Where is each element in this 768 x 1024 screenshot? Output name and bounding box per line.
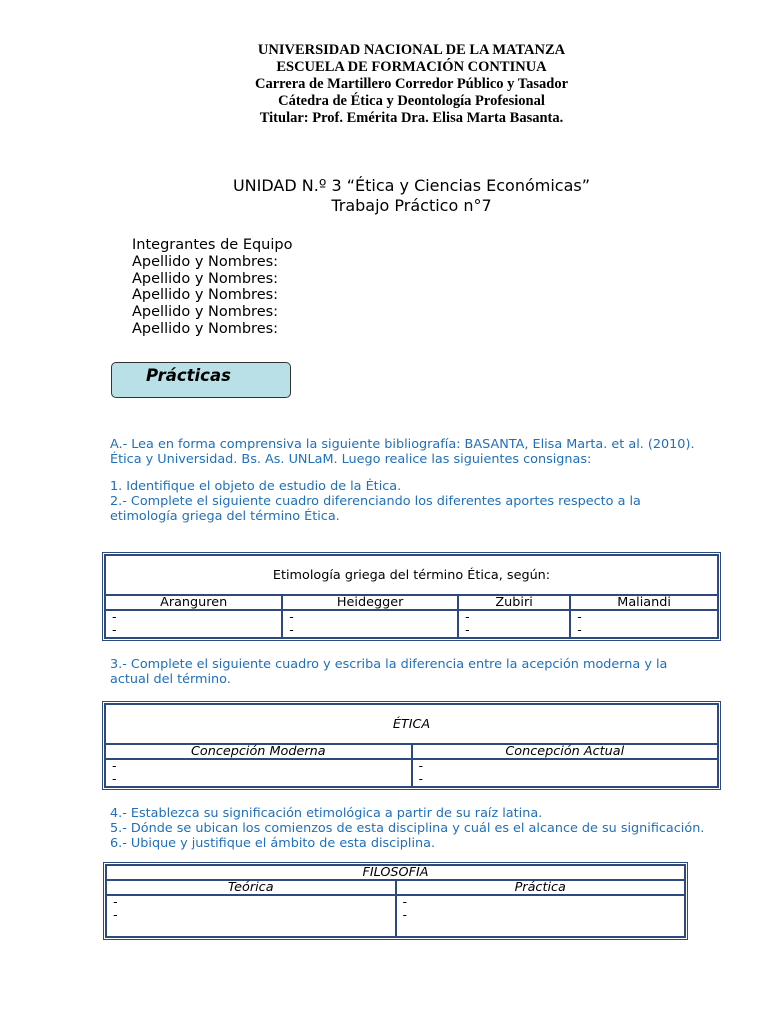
table-cell: - -: [458, 610, 570, 638]
instruction-item4: 4.- Establezca su significación etimológica a partir de su raíz latina.: [110, 806, 543, 821]
instruction-item3-line1: 3.- Complete el siguiente cuadro y escriba la diferencia entre la acepción moderna y la: [110, 657, 668, 672]
table-cell: - -: [396, 895, 686, 937]
instructions-4-6: [110, 806, 730, 851]
instruction-item5: 5.- Dónde se ubican los comienzos de esta disciplina y cuál es el alcance de su significación.: [110, 821, 705, 836]
column-header-heidegger: Heidegger: [282, 595, 458, 610]
team-section: [132, 237, 292, 338]
team-member-label: Apellido y Nombres:: [132, 270, 279, 287]
instructions-1-2: [110, 479, 730, 524]
team-member-label: Apellido y Nombres:: [132, 304, 279, 321]
practicas-box: [111, 362, 291, 398]
column-header-maliandi: Maliandi: [570, 595, 718, 610]
instruction-a-line2: Ética y Universidad. Bs. As. UNLaM. Luego realice las siguientes consignas:: [110, 452, 592, 467]
table-cell: - -: [105, 759, 412, 787]
team-heading: Integrantes de Equipo: [132, 237, 293, 253]
chair-name: Cátedra de Ética y Deontología Profesional: [278, 93, 545, 109]
instruction-item2-line1: 2.- Complete el siguiente cuadro diferenciando los diferentes aportes respecto a la: [110, 494, 641, 509]
team-member-label: Apellido y Nombres:: [132, 320, 279, 337]
column-header-teorica: Teórica: [106, 880, 396, 895]
unit-title: UNIDAD N.º 3 “Ética y Ciencias Económicas”: [232, 176, 591, 195]
column-header-aranguren: Aranguren: [105, 595, 282, 610]
instruction-item3-line2: actual del término.: [110, 672, 231, 687]
career-name: Carrera de Martillero Corredor Público y Tasador: [254, 76, 569, 92]
school-name: ESCUELA DE FORMACIÓN CONTINUA: [276, 59, 547, 75]
instruction-a-line1: A.- Lea en forma comprensiva la siguiente bibliografía: BASANTA, Elisa Marta. et al. (2010).: [110, 437, 695, 452]
table-cell: - -: [105, 610, 282, 638]
filosofia-table: [103, 862, 688, 940]
document-header: [0, 42, 768, 127]
instruction-item1: 1. Identifique el objeto de estudio de la Ética.: [110, 479, 402, 494]
column-header-practica: Práctica: [396, 880, 686, 895]
unit-heading: [0, 176, 768, 216]
etymology-table-title: Etimología griega del término Ética, según:: [105, 555, 718, 595]
table-cell: - -: [412, 759, 719, 787]
column-header-moderna: Concepción Moderna: [105, 744, 412, 759]
instruction-item2-line2: etimología griega del término Ética.: [110, 509, 340, 524]
instruction-3: [110, 657, 730, 687]
instruction-a: [110, 437, 730, 467]
university-name: UNIVERSIDAD NACIONAL DE LA MATANZA: [257, 42, 566, 58]
team-member-label: Apellido y Nombres:: [132, 287, 279, 304]
unit-subtitle: Trabajo Práctico n°7: [331, 196, 492, 215]
etymology-table: [102, 552, 721, 641]
column-header-actual: Concepción Actual: [412, 744, 719, 759]
filosofia-table-title: FILOSOFÍA: [106, 865, 685, 880]
table-cell: - -: [570, 610, 718, 638]
instruction-item6: 6.- Ubique y justifique el ámbito de esta disciplina.: [110, 836, 436, 851]
table-cell: - -: [282, 610, 458, 638]
team-member-label: Apellido y Nombres:: [132, 253, 279, 270]
practicas-label: Prácticas: [146, 366, 231, 385]
etica-table: [102, 701, 721, 790]
professor-name: Titular: Prof. Emérita Dra. Elisa Marta Basanta.: [259, 110, 564, 126]
column-header-zubiri: Zubiri: [458, 595, 570, 610]
table-cell: - -: [106, 895, 396, 937]
etica-table-title: ÉTICA: [105, 704, 718, 744]
